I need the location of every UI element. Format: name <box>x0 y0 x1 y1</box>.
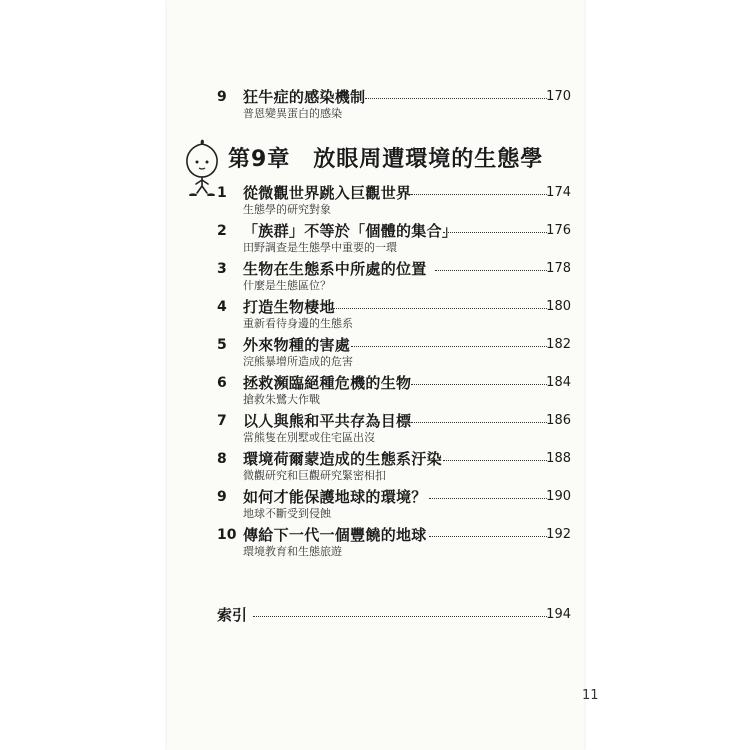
entry-subtitle: 地球不斷受到侵蝕 <box>243 507 331 520</box>
dot-leader <box>333 308 547 309</box>
dot-leader <box>411 194 547 195</box>
dot-leader <box>411 384 547 385</box>
entry-number: 4 <box>217 299 227 315</box>
entry-page: 174 <box>546 185 571 200</box>
entry-title: 生物在生態系中所處的位置 <box>243 260 427 278</box>
dot-leader <box>429 498 547 499</box>
entry-page: 170 <box>546 89 571 104</box>
entry-subtitle: 重新看待身邊的生態系 <box>243 317 353 330</box>
entry-page: 190 <box>546 489 571 504</box>
entry-title: 「族群」不等於「個體的集合」 <box>243 222 458 240</box>
chapter-heading: 第9章 放眼周遭環境的生態學 <box>228 147 544 172</box>
entry-subtitle: 什麼是生態區位？ <box>243 279 331 292</box>
entry-page: 188 <box>546 451 571 466</box>
entry-title: 拯救瀕臨絕種危機的生物 <box>243 374 412 392</box>
entry-page: 182 <box>546 337 571 352</box>
page-number: 11 <box>582 688 599 703</box>
entry-subtitle: 田野調查是生態學中重要的一環 <box>243 241 397 254</box>
entry-title: 打造生物棲地 <box>243 298 335 316</box>
entry-number: 8 <box>217 451 227 467</box>
toc-entry-index <box>217 606 571 624</box>
entry-number: 1 <box>217 185 227 201</box>
entry-number: 9 <box>217 489 227 505</box>
entry-number: 6 <box>217 375 227 391</box>
index-title: 索引 <box>217 606 248 624</box>
entry-number: 2 <box>217 223 227 239</box>
entry-subtitle: 微觀研究和巨觀研究緊密相扣 <box>243 469 386 482</box>
toc-entry-prev <box>217 88 571 120</box>
toc-entry <box>217 336 571 368</box>
entry-subtitle: 生態學的研究對象 <box>243 203 331 216</box>
entry-title: 環境荷爾蒙造成的生態系汙染 <box>243 450 442 468</box>
entry-subtitle: 普恩變異蛋白的感染 <box>243 107 342 120</box>
dot-leader <box>351 346 547 347</box>
entry-number: 9 <box>217 89 227 105</box>
entry-title: 狂牛症的感染機制 <box>243 88 366 106</box>
entry-page: 192 <box>546 527 571 542</box>
toc-entry <box>217 450 571 482</box>
entry-number: 7 <box>217 413 227 429</box>
entry-page: 180 <box>546 299 571 314</box>
toc-entry <box>217 260 571 292</box>
entry-title: 傳給下一代一個豐饒的地球 <box>243 526 427 544</box>
dot-leader <box>429 536 547 537</box>
toc-entry <box>217 488 571 520</box>
dot-leader <box>435 270 547 271</box>
toc-entry <box>217 412 571 444</box>
entry-number: 10 <box>217 527 237 543</box>
entry-page: 178 <box>546 261 571 276</box>
entry-title: 如何才能保護地球的環境？ <box>243 488 427 506</box>
dot-leader <box>411 422 547 423</box>
entry-subtitle: 浣熊暴增所造成的危害 <box>243 355 353 368</box>
entry-title: 外來物種的害處 <box>243 336 351 354</box>
entry-subtitle: 當熊隻在別墅或住宅區出沒 <box>243 431 375 444</box>
dot-leader <box>253 616 547 617</box>
entry-page: 176 <box>546 223 571 238</box>
toc-entry <box>217 374 571 406</box>
toc-entry <box>217 526 571 558</box>
entry-page: 186 <box>546 413 571 428</box>
toc-entry <box>217 222 571 254</box>
toc-entry <box>217 184 571 216</box>
entry-subtitle: 環境教育和生態旅遊 <box>243 545 342 558</box>
dot-leader <box>443 232 547 233</box>
entry-number: 3 <box>217 261 227 277</box>
dot-leader <box>365 98 547 99</box>
index-page: 194 <box>546 607 571 622</box>
toc-entry <box>217 298 571 330</box>
entry-number: 5 <box>217 337 227 353</box>
entry-title: 從微觀世界跳入巨觀世界 <box>243 184 412 202</box>
dot-leader <box>443 460 547 461</box>
entry-subtitle: 搶救朱鷺大作戰 <box>243 393 320 406</box>
entry-title: 以人與熊和平共存為目標 <box>243 412 412 430</box>
entry-page: 184 <box>546 375 571 390</box>
